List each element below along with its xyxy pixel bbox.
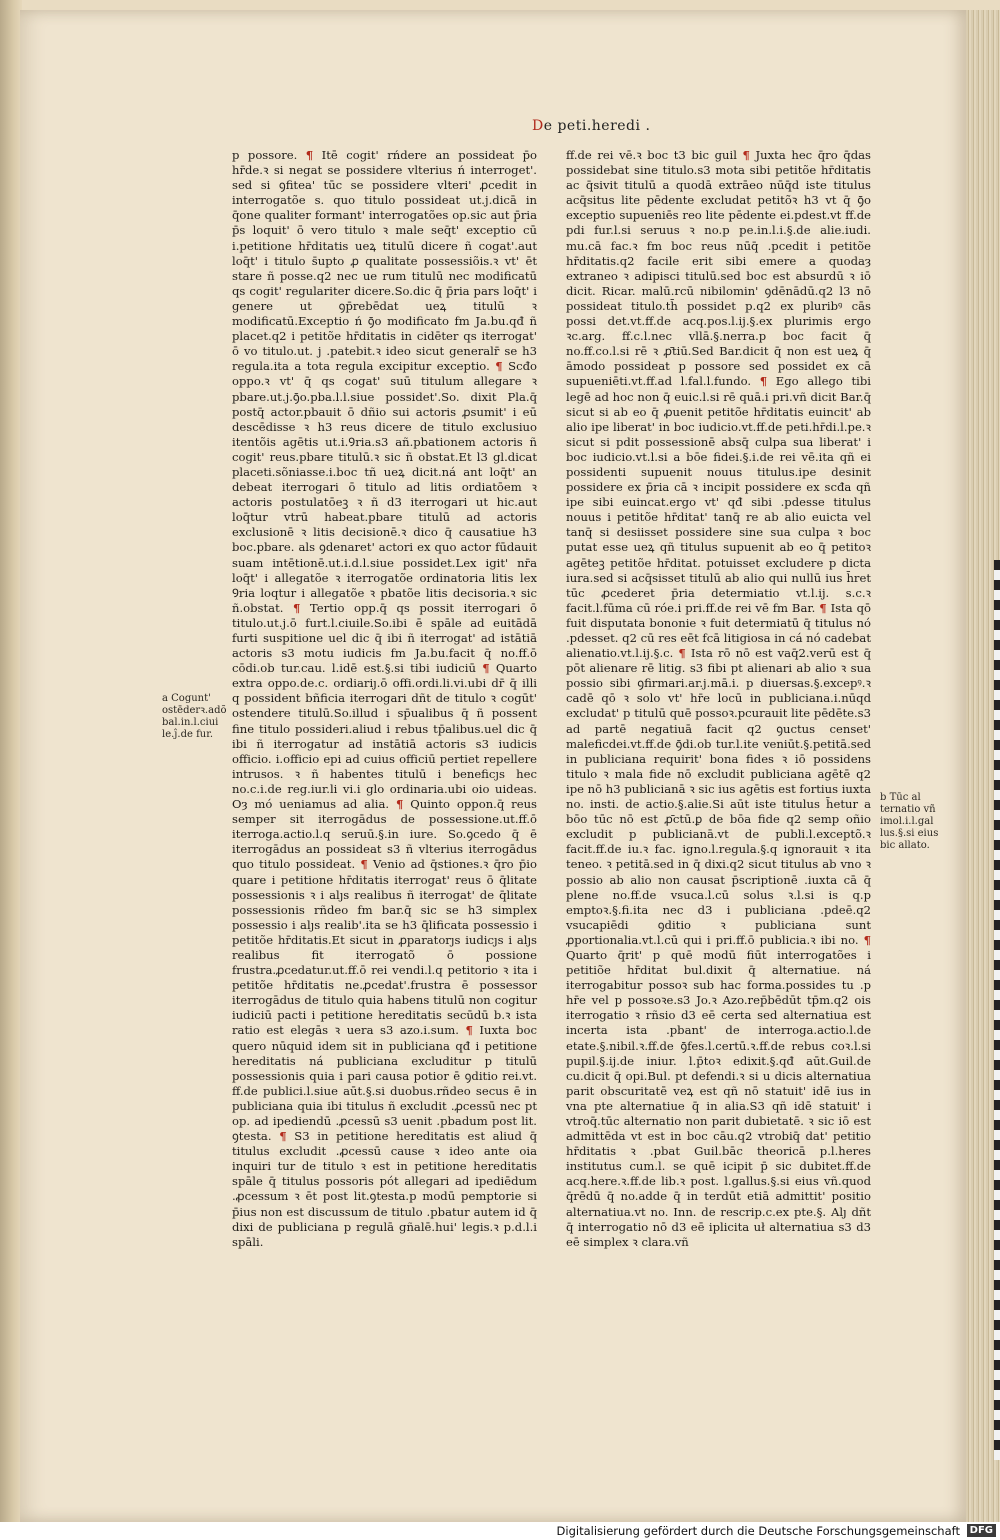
text-segment: Ista qō fuit disputata bononie ꝛ fuit determiatū q̄ titulus nó .pdesset. q2 cū res eēt fcā litigiosa in cá nó cadebat alienatio.vt.l.ij.§.c. (566, 600, 871, 661)
text-segment: p possore. (232, 148, 298, 162)
marginal-line: Cogunt' (171, 693, 211, 704)
rubric-paragraph-mark: ¶ (742, 148, 750, 162)
rubric-paragraph-mark: ¶ (863, 932, 872, 947)
marginal-line: bal.in.l.ciui (162, 717, 219, 728)
column-body (566, 148, 871, 1250)
marginal-line: ostēderꝛ.adõ (162, 705, 227, 716)
rubric-paragraph-mark: ¶ (495, 359, 503, 374)
scan-ruler (994, 560, 1000, 1460)
text-segment: ff.de rei vē.ꝛ boc t3 bic guil (566, 148, 737, 162)
footer-credit: Digitalisierung gefördert durch die Deutsche Forschungsgemeinschaft (556, 1524, 960, 1538)
text-segment: Iuxta boc quero nūquid idem sit in publiciana qđ i petitione hereditatis ná publiciana excluditur p titulū possessionis quia i pari causa potior ē ꝯditio rei.vt. ff.de publici.l.siue aūt.§.si duobus.rñdeo secus ē in publiciana quia ibi titulus ñ excludit .ꝓcessū nec pt op. ad ipediendū .ꝓcessū s3 uenit .pbadum post lit. ꝯtesta. (232, 1023, 538, 1144)
rubric-paragraph-mark: ¶ (465, 1023, 473, 1038)
rubric-paragraph-mark: ¶ (292, 600, 301, 615)
rubric-paragraph-mark: ¶ (305, 148, 314, 162)
column-body (232, 148, 537, 1250)
rubric-paragraph-mark: ¶ (279, 1129, 287, 1144)
right-text-column (566, 148, 871, 1250)
rubric-paragraph-mark: ¶ (678, 646, 686, 661)
right-marginal-note (880, 792, 944, 852)
text-segment: Ego allego tibi legē ad hoc non q̄ euic.l.si rē quā.i pri.vñ dicit Bar.q̄ sicut si ab eo q̄ ꝓuenit petitõe hr̄ditatis euincit' ab alio ipe liberat' in boc iudicio.vt.ff.de peti.hr̄di.l.pe.ꝛ sicut si pdit possessionē absq̄ culpa sua liberat' i boc iudicio.vt.l.si a bōe fidei.§.i.de rei vē.ita qñ ei possidenti supuenit nouus titulus.ipe desinit possidere ex p̄ria cā ꝛ incipit possidere ex scđa qñ ipe sibi euincat.ergo vt' qđ sibi .pdesse titulus nouus i petitõe hr̄ditat' tanq̄ re ab alio euicta vel tanq̄ si desiisset possidere sine sua culpa ꝛ boc putat esse ueꝝ qñ titulus supuenit ab eo q̄ petitoꝛ agēteꝫ petitõe hr̄ditat. potuisset excludere p dicta iura.sed si acq̄sisset titulū ab alio qui nullū ius h̄ret tūc ꝓcederet p̄ria determiatio vt.l.ij. s.c.ꝛ facit.l.fūma cū róe.i pri.ff.de rei vē fm Bar. (566, 374, 872, 615)
rubric-paragraph-mark: ¶ (759, 374, 768, 389)
marginal-line: imol.i.l.gal (880, 816, 934, 827)
text-segment: Scđo oppo.ꝛ vt' q̄ qs cogat' suū titulum allegare ꝛ pbare.ut.j.ꝯ̄o.pba.l.l.siue possidet'.So. dixit Pla.q̄ postq̄ actor.pbauit ō dñio sui actoris ꝓsumit' i eū descēdisse ꝛ h3 reus dicere de titulo exclusiuo itentõis agētis ut.i.Ꝯria.s3 añ.pbationem actoris ñ cogit' reus.pbare titulū.ꝛ sic ñ obstat.Et l3 gl.dicat placeti.sõniasse.i.boc tñ ueꝝ dicit.ná ant loq̄t' an debeat iterrogari ō titulo ad litis ordiatōem ꝛ actoris postulatōeꝫ ꝛ ñ d3 iterrogari ut hic.aut loq̄tur vtrū habeat.pbare titulū ad actoris exclusionē ꝛ litis decisionē.ꝛ dico q̄ causatiue h3 boc.pbare. als ꝯdenaret' actori ex quo actor fūdauit suam intētionē.ut.i.d.l.siue possidet.Lex igit' nr̄a loq̄t' i allegatõe ꝛ iterrogatõe ordinatoria litis lex Ꝯria loqtur i allegatõe ꝛ pbatõe litis decisoria.ꝛ sic ñ.obstat. (232, 359, 538, 615)
digitization-footer (0, 1522, 1000, 1540)
text-segment: Itē cogit' rńdere an possideat p̄o hr̄de.ꝛ si negat se possidere vlterius ń interroget'. sed si ꝯfitea' tūc se possidere vlteri' ꝓcedit in interrogatõe s. quo titulo possideat ut.j.dicā in q̄one qualiter formant' interrogatões op.sic aut p̄ria p̄s loquit' ō vero titulo ꝛ male seq̄t' exceptio cū i.petitione hr̄ditatis ueꝝ titulū dicere ñ cogat'.aut loq̄t' i titulo s̄upto ꝓ qualitate possessiõis.ꝛ vt' ēt stare ñ posse.q2 nec ue rum titulū nec modificatū qs cogit' regulariter dicere.So.dic q̄ p̄ria pars loq̄t' i genere ut ꝯp̄rebēdat ueꝝ titulū ꝛ modificatū.Exceptio ń ꝯ̄o modificato fm Ja.bu.qđ ñ placet.q2 i petitõe hr̄ditatis in cidēter qs iterrogat' ō vo titulo.ut. j .patebit.ꝛ ideo sicut generalr̄ se h3 regula.ita a tota regula excipitur exceptio. (232, 148, 537, 374)
marginal-line: ternatio vñ (880, 804, 936, 815)
text-segment: S3 in petitione hereditatis est aliud q̄ titulus excludit .ꝓcessū cause ꝛ ideo ante oia inquiri tur de titulo ꝛ est in petitione hereditatis spāle q̄ titulus possoris pót allegari ad ipediēdum .ꝓcessum ꝛ ēt post lit.ꝯtesta.p modū pemptorie si p̄ius non est discussum de titulo .pbatur autem id q̄ dixi de publiciana p regulā gñalē.hui' legis.ꝛ p.d.l.i spāli. (232, 1129, 537, 1249)
marginal-line: bic allato. (880, 840, 930, 851)
left-text-column (232, 148, 537, 1250)
left-marginal-note (162, 693, 230, 741)
running-head-text: e peti.heredi . (543, 118, 651, 134)
text-segment: Quinto oppon.q̄ reus semper sit iterrogādus de possessione.ut.ff.ō iterroga.actio.l.q seruū.§.in iure. So.ꝯcedo q̄ ē iterrogādus an possideat s3 ñ vlterius iterrogādus quo titulo possideat. (232, 797, 537, 872)
marginal-letter: b (880, 792, 890, 803)
marginal-line: Tūc al (889, 792, 921, 803)
rubric-paragraph-mark: ¶ (360, 857, 368, 872)
rubric-paragraph-mark: ¶ (819, 600, 827, 615)
text-segment: Tertio opp.q̄ qs possit iterrogari ō titulo.ut.j.ō furt.l.ciuile.So.ibi ē spāle ad euitādā furti suspitione uel dic q̄ ibi ñ iterrogat' ad istātiā actoris s3 motu iudicis fm Ja.bu.facit q̄ no.ff.ō cōdi.ob tur.cau. l.idē est.§.si tibi iudiciū (232, 600, 538, 676)
running-head (532, 118, 650, 134)
dfg-logo: DFG (967, 1524, 996, 1537)
text-segment: Ista rō nō est vaq̄2.verū est q̄ pōt alienare rē litig. s3 fibi pt alienari ab alio ꝛ sua possio sibi ꝯfirmari.ar.j.mā.i. p diuersas.§.excepꝰ.ꝛ cadē qō ꝛ solo vt' hr̄e locū in publiciana.i.nūqd excludat' p titulū quē possoꝛ.pcurauit lite pēdēte.s3 ad partē negatiuā facit q2 ꝯuctus censet' maleficdei.vt.ff.de ꝯ̄di.ob tur.l.ite veniūt.§.petitā.sed in publiciana requirit' bona fides ꝛ iō possidens titulo ꝛ mala fide nō excludit publiciana agētē q2 ipe nō h3 publicianā ꝛ sic ius agētis est fortius iuxta no. insti. de actio.§.alie.Si aūt iste titulus h̄etur a bōo tūc nō est ꝓ̄ctū.ꝑ de bōa fide q2 semp oñio excludit p publicianā.vt de publi.l.exceptõ.ꝛ facit.ff.de iu.ꝛ fac. igno.l.regula.§.q ignorauit ꝛ ita teneo. ꝛ petitā.sed in q̄ dixi.q2 sicut titulus ab vno ꝛ possio ab alio non causat p̄scriptionē .iuxta cā q̄ plene no.ff.de vsuca.l.cū solus ꝛ.l.si is q.p emptoꝛ.§.fi.ita nec d3 i publiciana .pdeē.q2 vsucapiēdi ꝯditio ꝛ publiciana sunt ꝓportionalia.vt.l.cū qui i pri.ff.ō publicia.ꝛ ibi no. (566, 646, 871, 947)
running-head-initial: D (532, 118, 544, 134)
text-segment: Quarto extra oppo.de.c. ordiariȷ.ō offi.ordi.li.vi.ubi dr̄ q̄ illi q possident bñficia iterrogari dñt de titulo ꝛ cogūt' ostendere titulū.So.illud i sp̄ualibus q̄ ñ possent fine titulo possideri.aliud i rebus tp̄alibus.uel dic q̄ ibi ñ iterrogatur ad instātiā actoris s3 iudicis officio. i.officio epi ad cuius officiū pertiet repellere intrusos. ꝛ ñ habentes titulū i beneficȷs hec no.c.i.de reg.iur.li vi.i glo ordinaria.ubi oio uideas. Oȝ mó ueniamus ad alia. (232, 661, 537, 812)
rubric-paragraph-mark: ¶ (482, 661, 490, 676)
text-segment: Venio ad q̄stiones.ꝛ q̄ro p̄io quare i petitione hr̄ditatis iterrogat' reus ō q̄litate possessionis ꝛ i alȷs realibus ñ iterrogat' de q̄litate possessionis rñdeo fm bar.q̄ sic se h3 simplex possessio i alȷs realib'.ita se h3 q̄lificata possessio i petitõe hr̄ditatis.Et sicut in ꝓparatorȷs iudicȷs i alȷs realibus fit iterrogatõ ō possione frustra.ꝓcedatur.ut.ff.ō rei vendi.l.q petitorio ꝛ ita i petitõe hr̄ditatis ne.ꝓcedat'.frustra ē possessor iterrogādus de titulo quia habens titulū non cogitur iudiciū pacti i petitione hereditatis secūdū b.ꝛ ista ratio est elegās ꝛ uera s3 azo.i.sum. (232, 857, 537, 1038)
marginal-letter: a (162, 693, 172, 704)
rubric-paragraph-mark: ¶ (395, 797, 404, 812)
text-segment: Juxta hec q̄ro q̄das possidebat sine titulo.s3 mota sibi petitõe hr̄ditatis ac q̄sivit titulū a quodā extrāeo nūq̄d iste titulus acq̄situs lite pēdente excludat petitõꝛ h3 vt q̄ ꝯ̄o exceptio supueniēs reo lite pēdente ei.pdest.vt ff.de pdi fur.l.si seruus ꝛ no.p pe.in.l.i.§.de alie.iudi. mu.cā fac.ꝛ fm boc reus nūq̄ .pcedit i petitõe hr̄ditatis.q2 facile erit sibi emere a quodaȝ extraneo ꝛ adipisci titulū.sed boc est absurdū ꝛ iō dicit. Ricar. malū.rcū nibilomin' ꝯdēnādū.q2 l3 nō possideat titulo.th̄ possidet p.q2 ex pluribꝰ cās possi det.vt.ff.de acq.pos.l.ij.§.ex plurimis ergo ꝛc.arg. ff.c.l.nec vllā.§.nerra.p boc facit q̄ no.ff.co.l.si rē ꝛ ꝓ̄tiū.Sed Bar.dicit q̄ non est ueꝝ q̄ āmodo possideat p possore sed possidet ex cā supueniēti.vt.ff.ad l.fal.l.fundo. (566, 148, 872, 389)
marginal-line: le.ĵ.de fur. (162, 729, 214, 740)
text-segment: Quarto q̄rit' p quē modū fiūt interrogatões i petitiõe hr̄ditat bul.dixit q̄ alternatiue. ná iterrogabitur possoꝛ sub hac forma.possides tu .p hr̄e vel p possoꝛe.s3 Jo.ꝛ Azo.rep̄bēdūt tp̄m.q2 ois iterrogatio ꝛ rñsio d3 eē certa sed alternatiua est incerta ista .pbant' de interroga.actio.l.de etate.§.nibil.ꝛ.ff.de ꝯ̄fes.l.certū.ꝛ.ff.de rebus coꝛ.l.si pupil.§.ij.de iniur. l.p̄toꝛ edixit.§.qđ aūt.Guil.de cu.dicit q̄ opi.Bul. pt defendi.ꝛ si u dicis alternatiua parit obscuritatē veꝝ est qñ nō statuit' idē ius in vna pte alternatiue q̄ in alia.S3 qñ idē statuit' i vtroq̄.tūc alternatio non parit dubietatē. ꝛ sic iō est admittēda vt est in boc cāu.q2 vtrobiq̄ dat' petitio hr̄ditatis ꝛ .pbat Guil.bāc theoricā p.l.heres institutus cum.l. se quē icipit p̄ sic dubitet.ff.de acq.here.ꝛ.ff.de lib.ꝛ post. l.gallus.§.si eius vñ.quod q̄rēdū q̄ no.adde q̄ in terdūt etiā admittit' positio alternatiua.vt no. Inn. de rescrip.c.ex pte.§. Alȷ dñt q̄ interrogatio nō d3 eē iplicita uł alternatiua s3 d3 eē simplex ꝛ clara.vñ (566, 947, 871, 1249)
book-spine (0, 0, 22, 1540)
marginal-line: lus.§.si eius (880, 828, 939, 839)
